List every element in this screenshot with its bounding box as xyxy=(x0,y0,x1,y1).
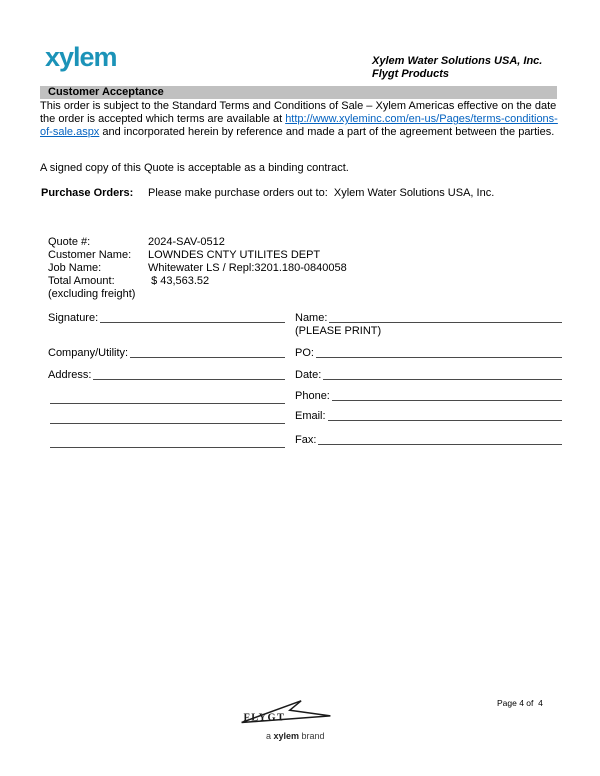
brand-xylem: xylem xyxy=(273,731,300,741)
po-blank-line xyxy=(316,356,562,358)
phone-blank-line xyxy=(332,399,562,401)
brand-pre: a xyxy=(266,731,274,741)
signature-blank-line xyxy=(100,321,285,323)
job-name-label: Job Name: xyxy=(48,262,102,274)
quote-number-value: 2024-SAV-0512 xyxy=(148,236,225,248)
total-amount-label: Total Amount: xyxy=(48,275,115,287)
terms-text-post: and incorporated herein by reference and made a part of the agreement between the parties. xyxy=(99,126,555,138)
po-label: PO: xyxy=(295,347,314,359)
job-name-row xyxy=(48,262,478,275)
date-blank-line xyxy=(323,378,562,380)
quote-number-label: Quote #: xyxy=(48,236,91,248)
email-row xyxy=(295,409,562,422)
total-amount-row xyxy=(48,275,478,288)
flygt-logo-text: FLYGT xyxy=(243,712,286,724)
signature-row xyxy=(48,311,285,324)
address-row xyxy=(48,368,285,381)
section-title-bar: Customer Acceptance xyxy=(40,86,557,99)
address-extra-row-3 xyxy=(48,436,285,449)
quote-details xyxy=(48,236,478,301)
total-amount-value: $ 43,563.52 xyxy=(148,275,210,287)
address-extra-row-1 xyxy=(48,392,285,405)
brand-post: brand xyxy=(299,731,325,741)
company-header xyxy=(372,55,542,81)
name-blank-line xyxy=(329,321,562,323)
date-row xyxy=(295,368,562,381)
name-label: Name: xyxy=(295,312,328,324)
signature-label: Signature: xyxy=(48,312,99,324)
company-name: Xylem Water Solutions USA, Inc. xyxy=(372,55,543,67)
terms-link[interactable]: http://www.xyleminc.com/en-us/Pages/terms-conditions-of-sale.aspx xyxy=(40,113,558,138)
binding-contract-line: A signed copy of this Quote is acceptable as a binding contract. xyxy=(40,162,349,174)
phone-row xyxy=(295,389,562,402)
page-number: Page 4 of 4 xyxy=(497,698,543,708)
company-utility-blank-line xyxy=(130,356,285,358)
email-label: Email: xyxy=(295,410,326,422)
quote-number-row xyxy=(48,236,478,249)
please-print-note: (PLEASE PRINT) xyxy=(295,325,382,337)
address-blank-line-4 xyxy=(50,446,285,448)
xylem-logo: xylem xyxy=(45,42,117,72)
customer-name-label: Customer Name: xyxy=(48,249,132,261)
address-label: Address: xyxy=(48,369,92,381)
po-row xyxy=(295,346,562,359)
customer-name-value: LOWNDES CNTY UTILITES DEPT xyxy=(148,249,321,261)
excluding-freight-label: (excluding freight) xyxy=(48,288,136,300)
date-label: Date: xyxy=(295,369,322,381)
purchase-orders-label: Purchase Orders: xyxy=(41,187,134,199)
excluding-freight-row xyxy=(48,288,478,301)
company-division: Flygt Products xyxy=(372,68,450,80)
address-extra-row-2 xyxy=(48,412,285,425)
name-row xyxy=(295,311,562,324)
flygt-logo xyxy=(238,697,334,731)
purchase-orders-line xyxy=(41,187,565,200)
company-utility-row xyxy=(48,346,285,359)
terms-text-pre: This order is subject to the Standard Terms and Conditions of Sale – Xylem Americas effective on the date the order is accepted which terms are available at xyxy=(40,100,557,125)
address-blank-line xyxy=(93,378,285,380)
fax-row xyxy=(295,433,562,446)
job-name-value: Whitewater LS / Repl:3201.180-0840058 xyxy=(148,262,347,274)
address-blank-line-2 xyxy=(50,402,285,404)
terms-paragraph xyxy=(40,100,564,139)
purchase-orders-text: Please make purchase orders out to: Xylem Water Solutions USA, Inc. xyxy=(148,187,495,199)
address-blank-line-3 xyxy=(50,422,285,424)
customer-name-row xyxy=(48,249,478,262)
email-blank-line xyxy=(328,419,562,421)
fax-label: Fax: xyxy=(295,434,317,446)
fax-blank-line xyxy=(318,443,562,445)
company-utility-label: Company/Utility: xyxy=(48,347,129,359)
xylem-brand-tagline xyxy=(266,731,325,741)
phone-label: Phone: xyxy=(295,390,330,402)
